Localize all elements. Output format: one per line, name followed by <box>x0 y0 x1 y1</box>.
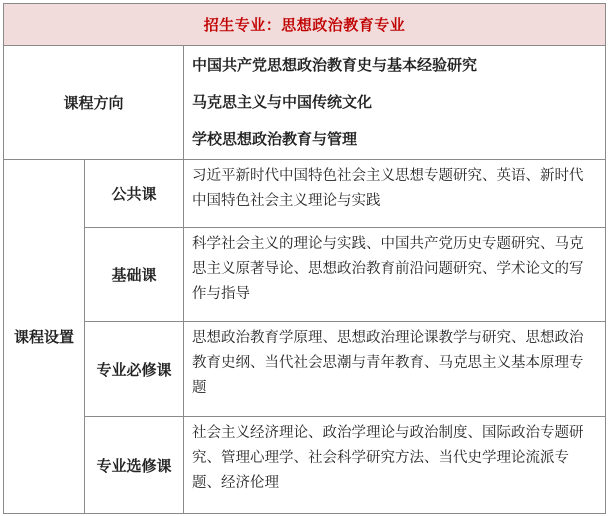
direction-label: 课程方向 <box>63 94 124 112</box>
course-type-public: 公共课 <box>111 185 157 203</box>
setup-label: 课程设置 <box>13 328 74 346</box>
course-content-cell <box>183 416 606 514</box>
major-title: 招生专业：思想政治教育专业 <box>203 16 406 34</box>
course-content-cell <box>183 321 606 417</box>
course-type-cell <box>84 159 184 228</box>
direction-item: 中国共产党思想政治教育史与基本经验研究 <box>192 56 478 74</box>
direction-item: 马克思主义与中国传统文化 <box>192 93 373 111</box>
direction-label-cell <box>3 45 184 160</box>
course-content-required: 思想政治教育学原理、思想政治理论课教学与研究、思想政治教育史纲、当代社会思潮与青年教育、马克思主义基本原理专题 <box>192 330 584 396</box>
course-type-cell <box>84 321 184 417</box>
course-type-elective: 专业选修课 <box>96 456 172 475</box>
course-content-basic: 科学社会主义的理论与实践、中国共产党历史专题研究、马克思主义原著导论、思想政治教育前沿问题研究、学术论文的写作与指导 <box>192 236 584 302</box>
course-type-cell <box>84 227 184 322</box>
direction-list-cell <box>183 45 606 160</box>
course-content-cell <box>183 227 606 322</box>
course-type-cell <box>84 416 184 514</box>
curriculum-table <box>3 3 606 514</box>
direction-item: 学校思想政治教育与管理 <box>192 130 358 148</box>
table-header <box>3 3 606 46</box>
course-content-cell <box>183 159 606 228</box>
course-content-elective: 社会主义经济理论、政治学理论与政治制度、国际政治专题研究、管理心理学、社会科学研究方法、当代史学理论流派专题、经济伦理 <box>192 425 584 491</box>
setup-label-cell <box>3 159 85 514</box>
course-type-required: 专业必修课 <box>96 360 172 379</box>
course-content-public: 习近平新时代中国特色社会主义思想专题研究、英语、新时代中国特色社会主义理论与实践 <box>192 168 584 209</box>
course-type-basic: 基础课 <box>111 266 157 284</box>
